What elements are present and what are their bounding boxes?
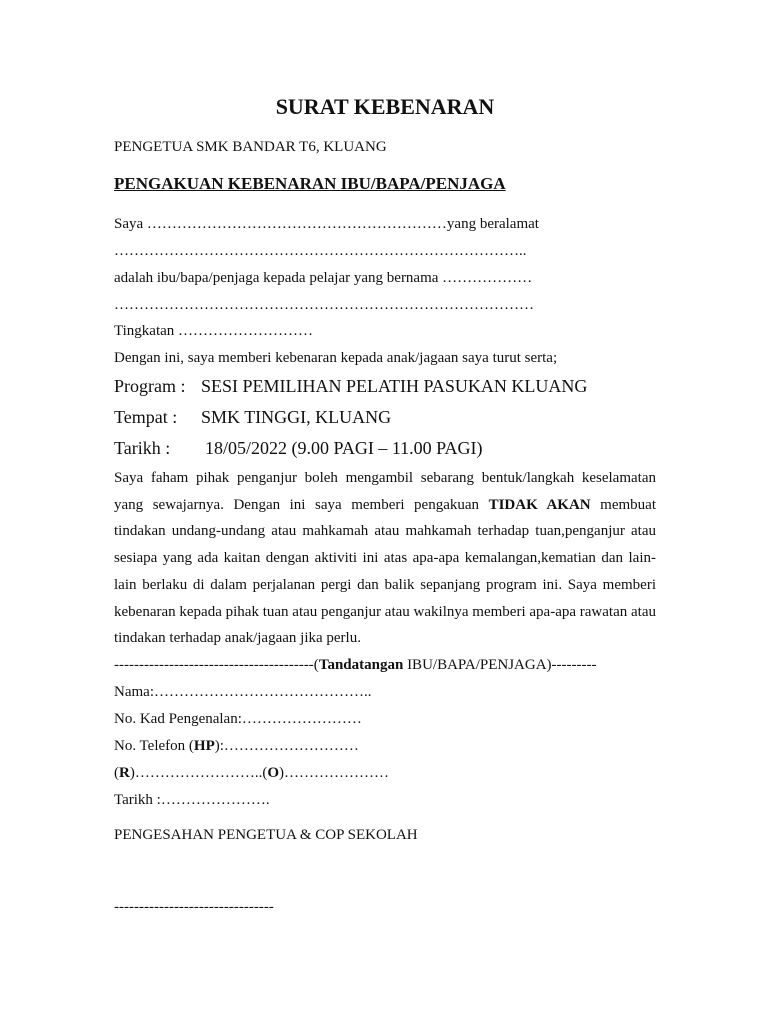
pelajar-field-line: adalah ibu/bapa/penjaga kepada pelajar yang bernama ……………… [114, 270, 533, 286]
declaration-text-2: membuat tindakan undang-undang atau mahkamah atau mahkamah terhadap tuan,penganjur atau sesiapa yang ada kaitan dengan aktiviti ini atas apa-apa kemalangan,kematian dan lain-lain berlaku di dalam perjalanan pergi dan balik sepanjang program ini. Saya memberi kebenaran kepada pihak tuan atau penganjur atau wakilnya memberi apa-apa rawatan atau tindakan terhadap anak/jagaan jika perlu. [114, 496, 656, 647]
pengesahan-line: PENGESAHAN PENGETUA & COP SEKOLAH [114, 827, 418, 843]
tempat-row [114, 405, 391, 429]
tarikh-field: Tarikh :…………………. [114, 792, 270, 808]
nama-field: Nama:…………………………………….. [114, 684, 372, 700]
tingkatan-field-line: Tingkatan ……………………… [114, 323, 314, 339]
consent-line: Dengan ini, saya memberi kebenaran kepada anak/jagaan saya turut serta; [114, 350, 558, 366]
tarikh-label: Tarikh : [114, 438, 171, 458]
program-value: SESI PEMILIHAN PELATIH PASUKAN KLUANG [201, 376, 588, 396]
telefon-post: ):……………………… [214, 738, 359, 754]
tempat-label: Tempat : [114, 407, 178, 427]
tarikh-row [114, 436, 483, 460]
kad-pengenalan-field: No. Kad Pengenalan:…………………… [114, 711, 362, 727]
r-bold: R [119, 765, 130, 781]
declaration-text-1: Saya faham pihak penganjur boleh mengambil sebarang bentuk/langkah keselamatan yang sewajarnya. Dengan ini saya memberi pengakuan [114, 470, 656, 513]
recipient-line: PENGETUA SMK BANDAR T6, KLUANG [114, 139, 387, 155]
signature-dashes: ----------------------------------------( [114, 657, 319, 673]
bottom-signature-dashes: -------------------------------- [114, 899, 274, 915]
signature-bold: Tandatangan [318, 657, 404, 673]
document-title: SURAT KEBENARAN [275, 94, 495, 119]
declaration-paragraph [114, 465, 656, 652]
alamat-dots-line: ……………………………………………………………………….. [114, 243, 527, 259]
o-post: )………………… [279, 765, 390, 781]
program-row [114, 374, 587, 398]
saya-field-line: Saya ……………………………………………………yang beralamat [114, 216, 539, 232]
telefon-field [114, 736, 359, 756]
program-label: Program : [114, 376, 186, 396]
r-o-field [114, 763, 389, 783]
tarikh-value: 18/05/2022 (9.00 PAGI – 11.00 PAGI) [205, 438, 483, 458]
declaration-bold: TIDAK AKAN [488, 496, 591, 513]
signature-line [114, 655, 597, 675]
r-open: ( [114, 765, 119, 781]
r-mid: )……………………..( [129, 765, 268, 781]
signature-after: IBU/BAPA/PENJAGA)--------- [403, 657, 597, 673]
section-heading: PENGAKUAN KEBENARAN IBU/BAPA/PENJAGA [114, 174, 506, 193]
tempat-value: SMK TINGGI, KLUANG [201, 407, 392, 427]
pelajar-dots-line: ………………………………………………………………………… [114, 297, 534, 313]
telefon-bold: HP [193, 738, 215, 754]
o-bold: O [267, 765, 280, 781]
telefon-pre: No. Telefon ( [114, 738, 194, 754]
